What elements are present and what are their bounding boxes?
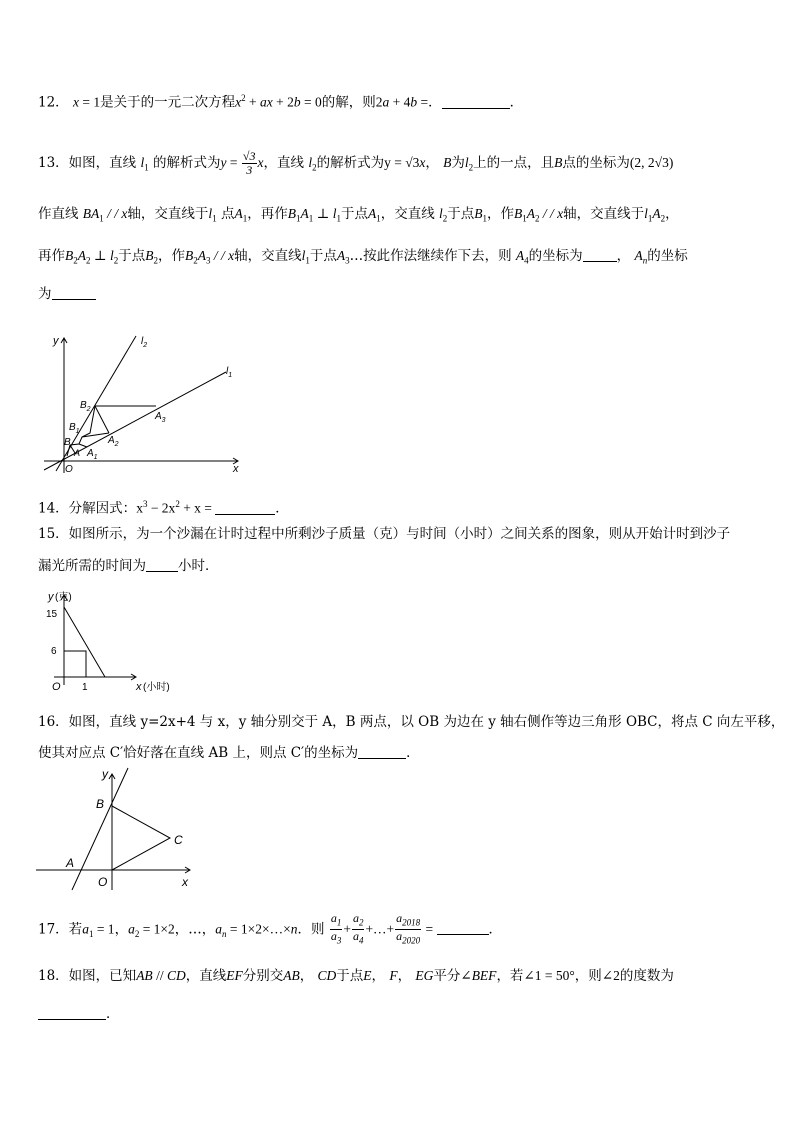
q15-text: 15．如图所示，为一个沙漏在计时过程中所剩沙子质量（克）与时间（小时）之间关系的图象，则从开始计时到沙子: [38, 526, 731, 542]
q15-figure: [40, 590, 190, 698]
q14-number: 14．分解因式：: [38, 500, 137, 517]
q16-fig-a: A: [66, 856, 75, 870]
q16-line1: [38, 712, 784, 732]
q13-fig-b1: $B_1$: [69, 422, 80, 435]
q13-number: 13．如图，直线: [38, 155, 137, 171]
q15-line1: [38, 524, 730, 544]
q15-answer-blank[interactable]: [146, 558, 178, 572]
q13-fig-a3: $A_3$: [155, 411, 166, 424]
q12-line: 12． x = 1是关于的一元二次方程$x^2$ + ax + 2b = 0的解，则2a + 4b =． ．: [38, 93, 524, 111]
q16-fig-y: y: [102, 767, 108, 781]
q16-fig-o: O: [98, 875, 108, 889]
q13-fraction: $\frac{√3}{3}$: [242, 149, 256, 177]
q17-line: 17．若$a_1 = 1$，$a_2 = 1\times 2$，…，$a_n$ = 1×2×…×n．则 $\frac{a_1}{a_3}$ + $\frac{a_2}{a_4}$ +…+ $\frac{a_{2018}}{a_{2020}}$ = ．: [38, 911, 503, 946]
q15-fig-x: x: [136, 681, 142, 693]
q15-fig-ke: (克): [55, 592, 72, 603]
q13-line1: 13．如图，直线 $l_1$ 的解析式为y = $\frac{√3}{3}$ x，直线 $l_2$的解析式为y = √3x， B为$l_2$上的一点，且B点的坐标为(2, 2√3): [38, 149, 674, 177]
q18-line1: 18．如图，已知AB // CD，直线EF分别交AB， CD于点E， F， EG平分∠BEF，若∠1 = 50°，则∠2的度数为: [38, 968, 674, 984]
q12-text2: 的解，则: [321, 94, 376, 111]
q16-fig-b: B: [96, 797, 105, 811]
q15-fig-15: 15: [46, 609, 58, 620]
q13-fig-l1: $l_1$: [226, 366, 233, 379]
q12-answer-blank[interactable]: [442, 95, 510, 109]
q18-answer-blank[interactable]: [38, 1006, 106, 1020]
q13-line3: 再作$B_2A_2$ ⊥ $l_2$于点$B_2$，作$B_2A_3$ / / x轴，交直线$l_1$于点$A_3\dots$按此作法继续作下去，则 $A_4$的坐标为 ， $A_n$的坐标: [38, 248, 688, 266]
q18-number: 18．如图，已知: [38, 968, 137, 984]
q13-line4: 为: [38, 284, 96, 304]
q13-fig-b2: $B_2$: [80, 400, 91, 413]
q15-fig-6: 6: [51, 646, 57, 657]
q15-fig-1: 1: [82, 682, 88, 693]
q13-figure: [40, 330, 250, 476]
q13-fig-a: A: [74, 448, 81, 458]
q17-number: 17．若: [38, 921, 83, 938]
q16-fig-c: C: [174, 833, 183, 847]
q13-fig-o: O: [65, 464, 73, 475]
q14-answer-blank[interactable]: [215, 501, 275, 515]
q13-fig-x: x: [233, 463, 239, 475]
q17-answer-blank[interactable]: [437, 921, 489, 935]
q13-answer-blank-1[interactable]: [583, 248, 617, 262]
q13-fig-a1: $A_1$: [87, 448, 98, 461]
q16-line2: 使其对应点 C′恰好落在直线 AB 上，则点 C′的坐标为 ．: [38, 745, 420, 761]
q15-fig-hour: (小时): [143, 682, 170, 693]
q13-answer-blank-2[interactable]: [52, 286, 96, 300]
q18-line2: ．: [38, 1004, 120, 1024]
q13-line2: 作直线 $BA_1$ / / x轴，交直线于$l_1$ 点$A_1$，再作$B_1A_1$ ⊥ $l_1$于点$A_1$，交直线 $l_2$于点$B_1$，作$B_1A_2$ / / x轴，交直线于$l_1A_2$，: [38, 206, 679, 224]
q13-fig-b: B: [64, 437, 71, 448]
q14-line: 14．分解因式：$x^3 - 2x^2 + x$ = ．: [38, 499, 289, 517]
q12-text1: 是关于的一元二次方程: [100, 94, 236, 111]
q15-line2: 漏光所需的时间为 小时．: [38, 558, 219, 574]
q16-fig-x: x: [182, 875, 188, 889]
q16-text1: 16．如图，直线 y=2x+4 与 x，y 轴分别交于 A，B 两点，以 OB 为边在 y 轴右侧作等边三角形 OBC，将点 C 向左平移，: [38, 714, 785, 730]
q13-fig-a2: $A_2$: [108, 435, 119, 448]
q13-fig-y: y: [53, 335, 59, 347]
q13-fig-l2: $l_2$: [141, 336, 148, 349]
q15-fig-y: y: [48, 591, 54, 603]
q16-figure: [36, 764, 206, 892]
q12-number: 12．: [38, 94, 69, 111]
q15-fig-o: O: [52, 681, 61, 693]
q16-answer-blank[interactable]: [358, 745, 406, 759]
